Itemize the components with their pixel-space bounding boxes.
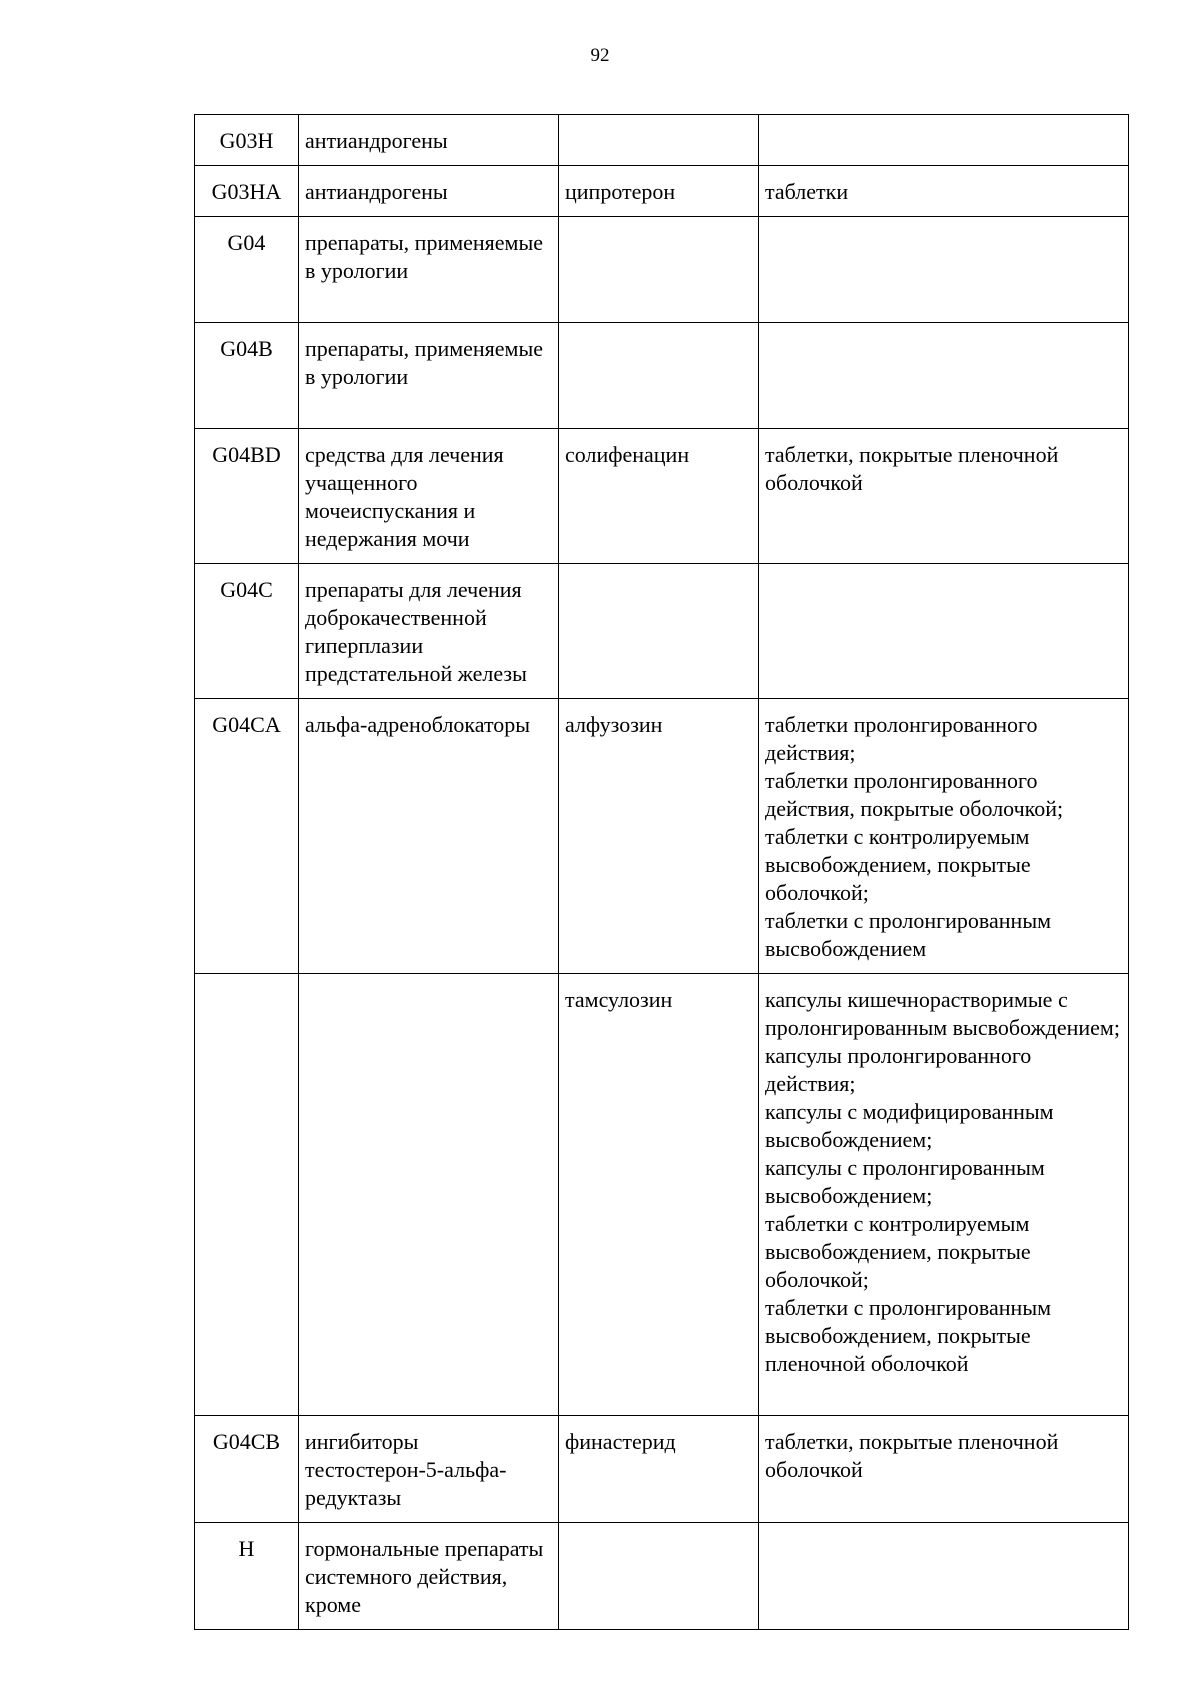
atc-code-cell: G04 bbox=[195, 217, 299, 323]
dosage-form-line: капсулы с модифицированным высвобождением; bbox=[765, 1099, 1054, 1152]
table-row bbox=[195, 564, 1129, 699]
atc-code-cell: G03HA bbox=[195, 166, 299, 217]
group-description-cell: антиандрогены bbox=[299, 115, 559, 166]
drug-name-cell bbox=[559, 564, 759, 699]
atc-code-cell: H bbox=[195, 1523, 299, 1630]
group-description-cell: антиандрогены bbox=[299, 166, 559, 217]
dosage-form-cell bbox=[759, 323, 1129, 429]
table-row bbox=[195, 1416, 1129, 1523]
dosage-form-line: таблетки с пролонгированным высвобождением, покрытые пленочной оболочкой bbox=[765, 1295, 1052, 1376]
dosage-form-line: капсулы кишечнорастворимые с пролонгированным высвобождением; bbox=[765, 987, 1120, 1040]
dosage-form-line: таблетки, покрытые пленочной оболочкой bbox=[765, 1429, 1059, 1482]
page-number: 92 bbox=[590, 45, 610, 66]
drug-name-cell bbox=[559, 1523, 759, 1630]
atc-code-cell: G04CA bbox=[195, 699, 299, 974]
dosage-form-cell bbox=[759, 974, 1129, 1416]
drug-name-cell bbox=[559, 115, 759, 166]
drug-name-cell bbox=[559, 217, 759, 323]
drug-name-cell: солифенацин bbox=[559, 429, 759, 564]
dosage-form-cell bbox=[759, 166, 1129, 217]
table-row bbox=[195, 166, 1129, 217]
dosage-form-line: капсулы с пролонгированным высвобождением; bbox=[765, 1155, 1045, 1208]
group-description-cell: препараты, применяемые в урологии bbox=[299, 323, 559, 429]
dosage-form-cell bbox=[759, 1416, 1129, 1523]
drug-name-cell: ципротерон bbox=[559, 166, 759, 217]
atc-code-cell: G04BD bbox=[195, 429, 299, 564]
dosage-form-cell bbox=[759, 217, 1129, 323]
group-description-cell: средства для лечения учащенного мочеиспускания и недержания мочи bbox=[299, 429, 559, 564]
drug-classification-table bbox=[194, 114, 1129, 1630]
drug-name-cell: тамсулозин bbox=[559, 974, 759, 1416]
drug-name-cell: алфузозин bbox=[559, 699, 759, 974]
group-description-cell bbox=[299, 974, 559, 1416]
atc-code-cell bbox=[195, 974, 299, 1416]
table-row bbox=[195, 1523, 1129, 1630]
dosage-form-line: таблетки с пролонгированным высвобождением bbox=[765, 908, 1052, 961]
table-row bbox=[195, 974, 1129, 1416]
dosage-form-line: таблетки bbox=[765, 179, 849, 204]
group-description-cell: гормональные препараты системного действия, кроме bbox=[299, 1523, 559, 1630]
dosage-form-line: капсулы пролонгированного действия; bbox=[765, 1043, 1032, 1096]
dosage-form-line: таблетки, покрытые пленочной оболочкой bbox=[765, 442, 1059, 495]
atc-code-cell: G04B bbox=[195, 323, 299, 429]
dosage-form-line: таблетки с контролируемым высвобождением, покрытые оболочкой; bbox=[765, 824, 1031, 905]
dosage-form-cell bbox=[759, 1523, 1129, 1630]
group-description-cell: препараты, применяемые в урологии bbox=[299, 217, 559, 323]
table-row bbox=[195, 323, 1129, 429]
dosage-form-cell bbox=[759, 699, 1129, 974]
dosage-form-line: таблетки пролонгированного действия, покрытые оболочкой; bbox=[765, 768, 1064, 821]
group-description-cell: альфа-адреноблокаторы bbox=[299, 699, 559, 974]
dosage-form-line: таблетки с контролируемым высвобождением, покрытые оболочкой; bbox=[765, 1211, 1031, 1292]
atc-code-cell: G04CB bbox=[195, 1416, 299, 1523]
dosage-form-line: таблетки пролонгированного действия; bbox=[765, 712, 1038, 765]
drug-name-cell bbox=[559, 323, 759, 429]
atc-code-cell: G03H bbox=[195, 115, 299, 166]
dosage-form-cell bbox=[759, 115, 1129, 166]
drug-name-cell: финастерид bbox=[559, 1416, 759, 1523]
table-row bbox=[195, 699, 1129, 974]
table-row bbox=[195, 115, 1129, 166]
dosage-form-cell bbox=[759, 429, 1129, 564]
table-row bbox=[195, 217, 1129, 323]
atc-code-cell: G04C bbox=[195, 564, 299, 699]
group-description-cell: ингибиторы тестостерон-5-альфа-редуктазы bbox=[299, 1416, 559, 1523]
group-description-cell: препараты для лечения доброкачественной гиперплазии предстательной железы bbox=[299, 564, 559, 699]
dosage-form-cell bbox=[759, 564, 1129, 699]
table-body bbox=[195, 115, 1129, 1630]
table-row bbox=[195, 429, 1129, 564]
